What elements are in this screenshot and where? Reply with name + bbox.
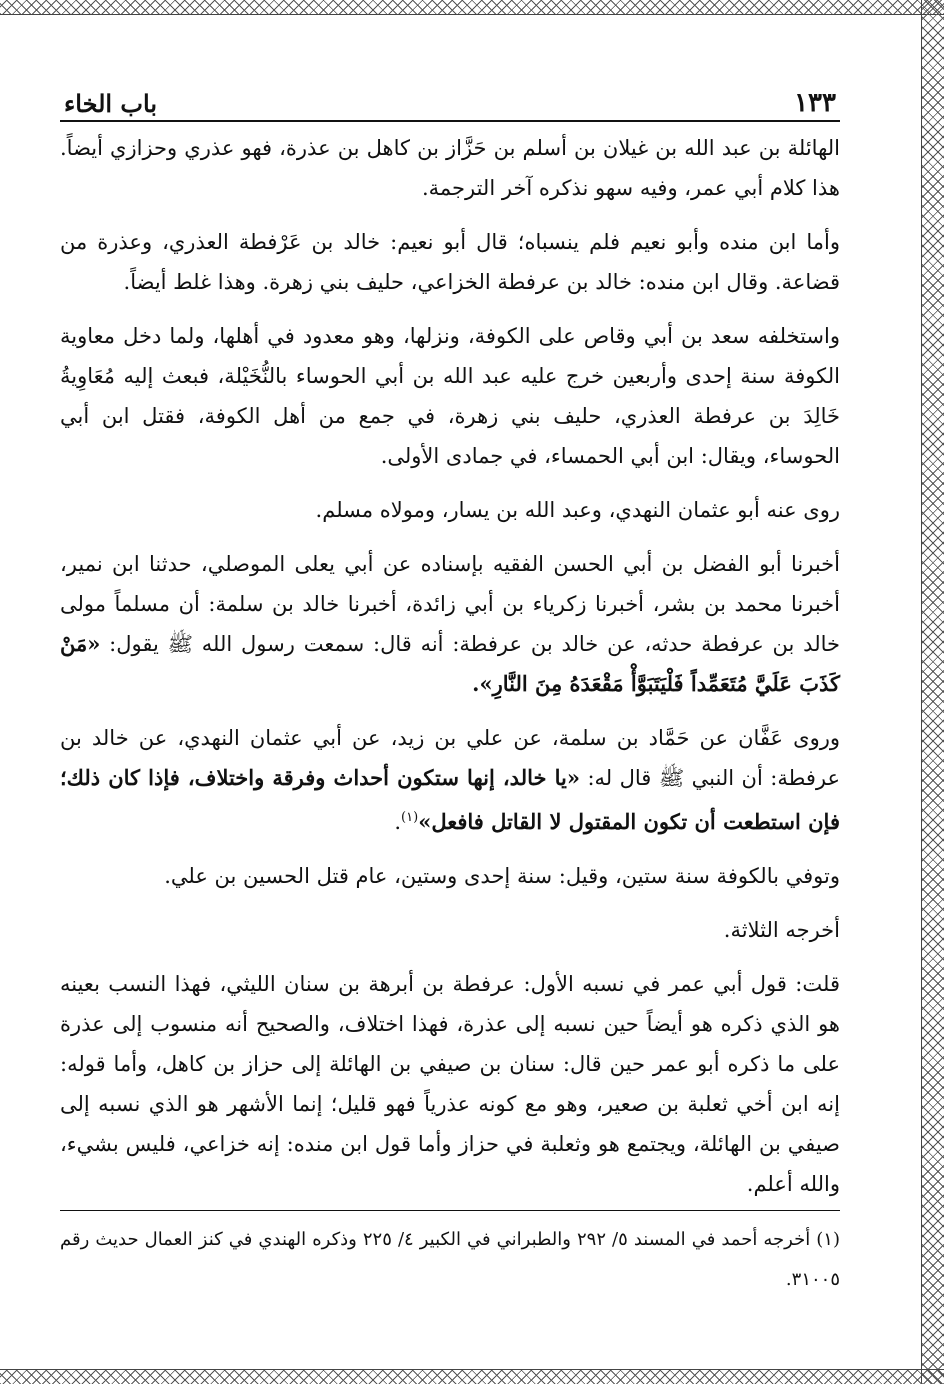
footnote: (١) أخرجه أحمد في المسند ٥/ ٢٩٢ والطبراني في الكبير ٤/ ٢٢٥ وذكره الهندي في كنز العمال حديث رقم ٣١٠٠٥. — [60, 1229, 840, 1290]
paragraph-2: وأما ابن منده وأبو نعيم فلم ينسباه؛ قال أبو نعيم: خالد بن عَرْفطة العذري، وعذرة من قضاعة. وقال ابن منده: خالد بن عرفطة الخزاعي، حليف بني زهرة. وهذا غلط أيضاً. — [60, 230, 840, 294]
hadith-quote-1: «مَنْ كَذَبَ عَلَيَّ مُتَعَمِّداً فَلْيَتَبَوَّأْ مَقْعَدَهُ مِنَ النَّارِ». — [60, 631, 840, 696]
paragraph-7: وتوفي بالكوفة سنة ستين، وقيل: سنة إحدى وستين، عام قتل الحسين بن علي. — [164, 864, 840, 888]
paragraph-8: أخرجه الثلاثة. — [723, 918, 840, 942]
paragraph-6-text: وروى عَفَّان عن حَمَّاد بن سلمة، عن علي بن زيد، عن أبي عثمان النهدي، عن خالد بن عرفطة: أن النبي ﷺ قال له: — [60, 726, 840, 790]
page-number: ١٣٣ — [794, 88, 836, 118]
paragraph-9: قلت: قول أبي عمر في نسبه الأول: عرفطة بن أبرهة بن سنان الليثي، فهذا النسب بعينه هو الذي ذكره هو أيضاً حين نسبه إلى عذرة، فهذا اختلاف، والصحيح أنه منسوب إلى عذرة على ما ذكره أبو عمر حين قال: سنان بن صيفي بن الهائلة إلى حزاز بن كاهل، وأما قوله: إنه ابن أخي ثعلبة بن صعير، وهو مع كونه عذرياً فهو قليل؛ إنما الأشهر هو الذي نسبه إلى صيفي بن الهائلة، ويجتمع هو وثعلبة في حزاز وأما قول ابن منده: إنه خزاعي، فليس بشيء، والله أعلم. — [60, 972, 840, 1196]
body-text — [60, 128, 840, 1204]
paragraph-4: روى عنه أبو عثمان النهدي، وعبد الله بن يسار، ومولاه مسلم. — [315, 498, 840, 522]
paragraph-3: واستخلفه سعد بن أبي وقاص على الكوفة، ونزلها، وهو معدود في أهلها، ولما دخل معاوية الكوفة سنة إحدى وأربعين خرج عليه عبد الله بن أبي الحوساء بالنُّخَيْلة، فبعث إليه مُعَاوِيةُ خَالِدَ بن عرفطة العذري، حليف بني زهرة، في جمع من أهل الكوفة، فقتل ابن أبي الحوساء، ويقال: ابن أبي الحمساء، في جمادى الأولى. — [60, 324, 840, 468]
paragraph-6 — [60, 718, 840, 842]
hadith-quote-2: «يا خالد، إنها ستكون أحداث وفرقة واختلاف، فإذا كان ذلك؛ فإن استطعت أن تكون المقتول لا القاتل فافعل» — [60, 765, 840, 834]
paragraph-1: الهائلة بن عبد الله بن غيلان بن أسلم بن حَزَّاز بن كاهل بن عذرة، فهو عذري وحزازي أيضاً. هذا كلام أبي عمر، وفيه سهو نذكره آخر الترجمة. — [60, 136, 840, 200]
book-page — [60, 82, 840, 1362]
footnote-divider — [60, 1210, 840, 1211]
decorative-border-top — [0, 0, 944, 15]
decorative-border-right — [921, 0, 944, 1384]
paragraph-6-end: . — [394, 810, 402, 834]
section-title: باب الخاء — [64, 89, 158, 118]
decorative-border-bottom — [0, 1369, 944, 1384]
footnote-reference[interactable]: (١) — [401, 810, 419, 825]
paragraph-5-text: أخبرنا أبو الفضل بن أبي الحسن الفقيه بإسناده عن أبي يعلى الموصلي، حدثنا ابن نمير، أخبرنا محمد بن بشر، أخبرنا زكرياء بن أبي زائدة، أخبرنا خالد بن سلمة: أن مسلماً مولى خالد بن عرفطة حدثه، عن خالد بن عرفطة: أنه قال: سمعت رسول الله ﷺ يقول: — [60, 552, 840, 656]
running-head — [60, 82, 840, 122]
paragraph-5 — [60, 544, 840, 704]
